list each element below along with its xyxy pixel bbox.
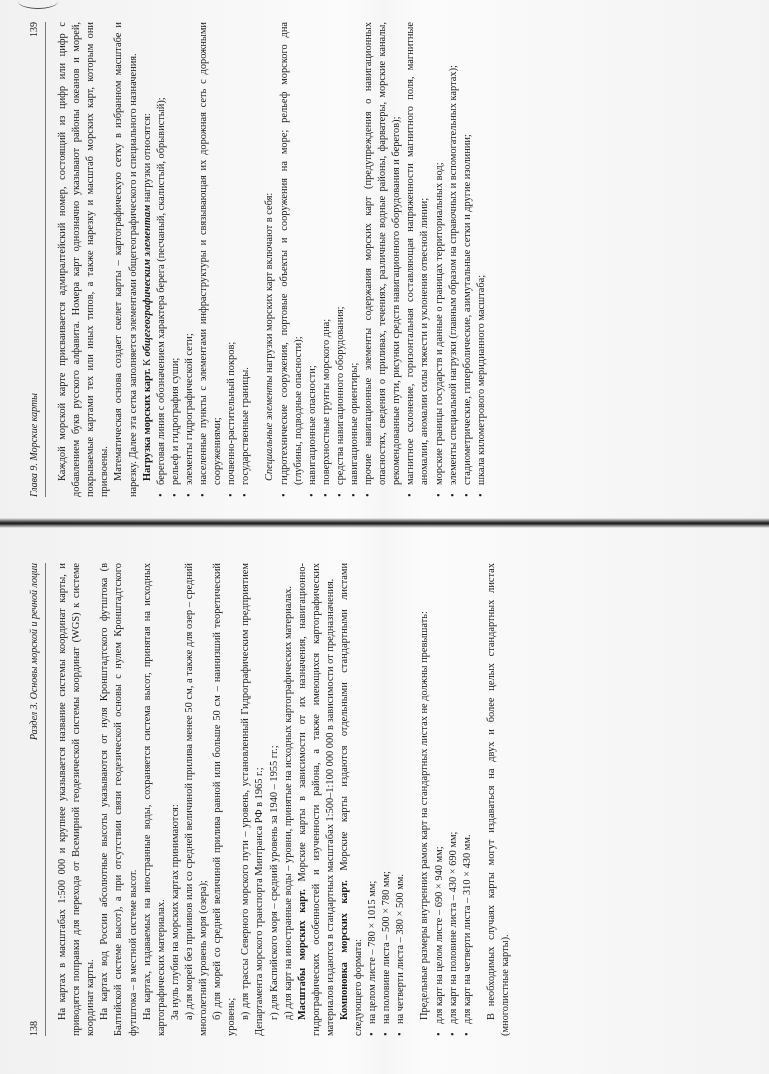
left-page bbox=[0, 537, 769, 1074]
list-item: • рельеф и гидрография суши; bbox=[169, 22, 183, 497]
left-paragraph-depth-zero: За нуль глубин на морских картах принимаются: bbox=[169, 804, 181, 1020]
spacer bbox=[408, 563, 418, 1036]
list-item: • шкала километрового меридианного масштаба; bbox=[475, 22, 489, 497]
list-item: • для карт на целом листе – 690 × 940 мм; bbox=[433, 563, 447, 1036]
page-edge-curl bbox=[18, 0, 58, 9]
list-item: • навигационные ориентиры; bbox=[348, 22, 362, 497]
right-paragraph-math-basis: Математическая основа создает скелет карты – картографическую сетку в избранном масштабе и нарезку. Далее эта сетка заполняется элементами общегеографического и специального назначения. bbox=[113, 22, 139, 497]
sheet-format-list bbox=[366, 563, 408, 1036]
spacer bbox=[475, 563, 485, 1036]
right-page-running-title: Глава 9. Морские карты bbox=[29, 393, 40, 497]
left-paragraph-item-g: г) для Каспийского моря – средний уровень за 1940 – 1955 гг.; bbox=[268, 745, 280, 1020]
left-paragraph-heights-foreign: На картах, издаваемых на иностранные воды, сохраняется система высот, принятая на исходных картографических материалах. bbox=[141, 563, 167, 1036]
list-item: • почвенно-растительный покров; bbox=[225, 22, 239, 497]
left-paragraph-item-v: в) для трассы Северного морского пути – уровень, установленный Гидрографическим предприятием Департамента морского транспорта Минтранса РФ в 1965 г.; bbox=[240, 563, 266, 1036]
list-item: • магнитное склонение, горизонтальная составляющая напряженности магнитного поля, магнитные аномалии, аномалии силы тяжести и уклонения отвесной линии; bbox=[404, 22, 432, 497]
left-paragraph-item-a: а) для морей без приливов или со средней величиной прилива менее 50 см, а также для озер – средний многолетний уровень моря (озера); bbox=[183, 563, 210, 1036]
layout-body: Морские карты издаются отдельными стандартными листами следующего формата: bbox=[338, 562, 365, 1036]
layout-heading: Компоновка морских карт. bbox=[338, 880, 350, 1020]
left-paragraph-item-d: д) для карт на иностранные воды – уровни, принятые на исходных картографических материалах. bbox=[282, 585, 294, 1020]
load-general-elements: общегеографическим элементам bbox=[141, 204, 153, 357]
spacer bbox=[253, 22, 263, 497]
left-page-header bbox=[28, 563, 46, 1036]
left-paragraph-layout bbox=[338, 563, 366, 1036]
frame-size-list bbox=[433, 563, 475, 1036]
list-item: • элементы гидрографической сети; bbox=[183, 22, 197, 497]
list-item: • прочие навигационные элементы содержания морских карт (предупреждения о навигационных опасностях, сведения о приливах, течениях, различные водные районы, фарватеры, морские каналы, рекомендованные пути, рисунки средств навигационного оборудования и берегов); bbox=[362, 22, 404, 497]
list-item: • на четверти листа – 380 × 500 мм. bbox=[394, 563, 408, 1036]
left-paragraph-multisheet: В необходимых случаях карты могут издаваться на двух и более целых стандартных листах (многолистные карты). bbox=[485, 563, 511, 1036]
list-item: • на половине листа – 500 × 780 мм; bbox=[380, 563, 394, 1036]
left-paragraph-item-b: б) для морей со средней величиной прилива равной или больше 50 см – наинизший теоретический уровень; bbox=[212, 563, 238, 1036]
list-item: • поверхностные грунты морского дна; bbox=[320, 22, 334, 497]
list-item: • элементы специальной нагрузки (главным образом на справочных и вспомогательных картах); bbox=[447, 22, 461, 497]
load-tail: нагрузки относятся: bbox=[141, 113, 153, 205]
special-elements-list bbox=[278, 22, 489, 497]
list-item: • навигационные опасности; bbox=[306, 22, 320, 497]
right-paragraph-admiralty-number: Каждой морской карте присваивается адмиралтейский номер, состоящий из цифр или цифр с добавлением букв русского алфавита. Номера карт однозначно указывают районы океанов и морей, покрываемые картами тех или иных типов, а также нарезку и масштаб морских карт, которым они присвоены. bbox=[57, 22, 111, 497]
list-item: • для карт на половине листа – 430 × 690 мм; bbox=[447, 563, 461, 1036]
list-item: • гидротехнические сооружения, портовые объекты и сооружения на море; рельеф морского дна (глубины, подводные опасности); bbox=[278, 22, 306, 497]
right-paragraph-special bbox=[263, 22, 277, 497]
right-paragraph-load bbox=[141, 22, 155, 497]
special-elements-tail: нагрузки морских карт включают в себя: bbox=[264, 192, 276, 376]
book-spine-shadow bbox=[0, 518, 769, 528]
list-item: • стадиометрические, гиперболические, азимутальные сетки и другие изолинии; bbox=[461, 22, 475, 497]
general-elements-list bbox=[155, 22, 254, 497]
left-page-running-title: Раздел 3. Основы морской и речной лоции bbox=[29, 563, 40, 741]
list-item: • морские границы государств и данные о границах территориальных вод; bbox=[433, 22, 447, 497]
list-item: • населенные пункты с элементами инфраструктуры и связывающая их дорожная сеть с дорожными сооружениями; bbox=[197, 22, 225, 497]
left-paragraph-scales bbox=[296, 563, 338, 1036]
scales-heading: Масштабы морских карт. bbox=[296, 889, 308, 1020]
left-paragraph-heights-russia: На картах вод России абсолютные высоты указываются от нуля Кронштадтского футштока (в Балтийской системе высот), а при отсутствии связи геодезической основы с нулем Кронштадтского футштока – в местной системе высот. bbox=[99, 563, 139, 1036]
left-paragraph-coordinates: На картах в масштабах 1:500 000 и крупнее указывается название системы координат карты, и приводятся поправки для перехода от Всемирной геодезической системы координат (WGS) к системе координат карты. bbox=[57, 563, 97, 1036]
load-heading: Нагрузка морских карт. bbox=[141, 368, 153, 481]
right-page-number: 139 bbox=[29, 22, 40, 37]
left-paragraph-frame-limits: Предельные размеры внутренних рамок карт на стандартных листах не должны превышать: bbox=[419, 611, 431, 1020]
right-page-header bbox=[28, 22, 46, 497]
list-item: • средства навигационного оборудования; bbox=[334, 22, 348, 497]
load-mid: К bbox=[141, 356, 153, 369]
scales-body: Морские карты в зависимости от их назначения, навигационно-гидрографических особенностей и изученности района, а также имеющихся картографических материалов издаются в стандартных масштабах 1:500–1:100 000 000 в зависимости от предназначения. bbox=[296, 563, 336, 1036]
list-item: • для карт на четверти листа – 310 × 430 мм. bbox=[461, 563, 475, 1036]
list-item: • государственные границы. bbox=[239, 22, 253, 497]
special-elements-term: Специальные элементы bbox=[264, 375, 276, 481]
list-item: • на целом листе – 780 × 1015 мм; bbox=[366, 563, 380, 1036]
list-item: • береговая линия с обозначением характера берега (песчаный, скалистый, обрывистый); bbox=[155, 22, 169, 497]
left-page-number: 138 bbox=[29, 1021, 40, 1036]
